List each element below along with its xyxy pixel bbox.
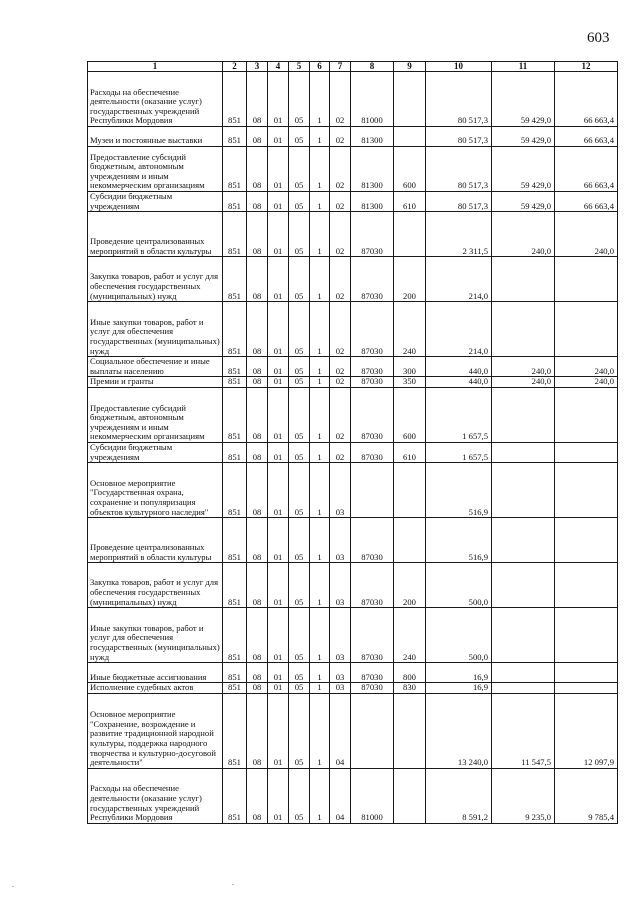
code-cell: 600 [394, 387, 426, 442]
column-header: 3 [247, 62, 268, 72]
amount-cell: 16,9 [426, 663, 492, 683]
code-cell: 851 [223, 442, 247, 462]
row-name-cell: Предоставление субсидий бюджетным, автономным учреждениям и иным некоммерческим организациям [88, 387, 223, 442]
code-cell: 851 [223, 127, 247, 147]
code-cell [394, 518, 426, 563]
amount-cell: 1 657,5 [426, 442, 492, 462]
code-cell: 240 [394, 608, 426, 663]
code-cell: 1 [310, 257, 330, 302]
amount-cell: 59 429,0 [492, 72, 555, 127]
code-cell: 08 [247, 302, 268, 357]
table-row [88, 387, 618, 442]
amount-cell [555, 442, 618, 462]
code-cell: 81300 [351, 127, 394, 147]
amount-cell: 80 517,3 [426, 147, 492, 192]
amount-cell [492, 302, 555, 357]
code-cell: 610 [394, 442, 426, 462]
amount-cell: 240,0 [555, 212, 618, 257]
code-cell: 350 [394, 377, 426, 388]
code-cell: 08 [247, 72, 268, 127]
code-cell: 01 [268, 768, 289, 823]
code-cell: 87030 [351, 518, 394, 563]
amount-cell: 80 517,3 [426, 127, 492, 147]
amount-cell [555, 302, 618, 357]
row-name-cell: Основное мероприятие "Сохранение, возрождение и развитие традиционной народной культуры, поддержка народного творчества и культурно-досуговой деятельности" [88, 693, 223, 768]
table-row [88, 768, 618, 823]
table-row [88, 212, 618, 257]
row-name-cell: Закупка товаров, работ и услуг для обеспечения государственных (муниципальных) нужд [88, 257, 223, 302]
column-header: 1 [88, 62, 223, 72]
amount-cell: 516,9 [426, 463, 492, 518]
amount-cell: 440,0 [426, 377, 492, 388]
code-cell: 87030 [351, 212, 394, 257]
code-cell: 200 [394, 257, 426, 302]
row-name-cell: Субсидии бюджетным учреждениям [88, 442, 223, 462]
code-cell: 05 [289, 257, 310, 302]
code-cell: 08 [247, 663, 268, 683]
amount-cell: 13 240,0 [426, 693, 492, 768]
code-cell: 05 [289, 518, 310, 563]
amount-cell [492, 463, 555, 518]
code-cell: 851 [223, 463, 247, 518]
amount-cell [492, 663, 555, 683]
code-cell: 1 [310, 693, 330, 768]
table-row [88, 147, 618, 192]
amount-cell [555, 608, 618, 663]
code-cell: 08 [247, 463, 268, 518]
code-cell: 01 [268, 127, 289, 147]
code-cell: 08 [247, 387, 268, 442]
code-cell: 87030 [351, 357, 394, 377]
scan-mark: . [232, 878, 234, 887]
amount-cell: 240,0 [555, 377, 618, 388]
code-cell: 87030 [351, 442, 394, 462]
code-cell: 1 [310, 72, 330, 127]
code-cell: 08 [247, 608, 268, 663]
amount-cell: 214,0 [426, 257, 492, 302]
code-cell: 05 [289, 357, 310, 377]
code-cell: 05 [289, 302, 310, 357]
amount-cell: 1 657,5 [426, 387, 492, 442]
code-cell [394, 127, 426, 147]
code-cell: 851 [223, 302, 247, 357]
amount-cell [555, 387, 618, 442]
column-header: 7 [330, 62, 351, 72]
amount-cell: 9 785,4 [555, 768, 618, 823]
code-cell: 01 [268, 302, 289, 357]
row-name-cell: Иные бюджетные ассигнования [88, 663, 223, 683]
amount-cell [492, 387, 555, 442]
amount-cell: 16,9 [426, 683, 492, 694]
code-cell: 851 [223, 72, 247, 127]
code-cell: 1 [310, 212, 330, 257]
code-cell: 87030 [351, 387, 394, 442]
code-cell: 02 [330, 192, 351, 212]
amount-cell: 66 663,4 [555, 192, 618, 212]
code-cell: 87030 [351, 257, 394, 302]
code-cell: 02 [330, 442, 351, 462]
amount-cell: 59 429,0 [492, 192, 555, 212]
code-cell: 1 [310, 127, 330, 147]
code-cell: 1 [310, 192, 330, 212]
code-cell: 02 [330, 377, 351, 388]
code-cell: 01 [268, 608, 289, 663]
code-cell: 02 [330, 212, 351, 257]
code-cell: 03 [330, 608, 351, 663]
code-cell: 02 [330, 72, 351, 127]
code-cell: 08 [247, 442, 268, 462]
code-cell: 851 [223, 608, 247, 663]
code-cell: 08 [247, 563, 268, 608]
column-header: 4 [268, 62, 289, 72]
code-cell: 01 [268, 387, 289, 442]
amount-cell: 66 663,4 [555, 127, 618, 147]
amount-cell: 11 547,5 [492, 693, 555, 768]
code-cell: 04 [330, 768, 351, 823]
amount-cell: 59 429,0 [492, 147, 555, 192]
table-row [88, 357, 618, 377]
amount-cell [555, 563, 618, 608]
code-cell: 851 [223, 257, 247, 302]
code-cell: 851 [223, 693, 247, 768]
amount-cell: 440,0 [426, 357, 492, 377]
code-cell: 87030 [351, 683, 394, 694]
code-cell: 08 [247, 257, 268, 302]
code-cell: 05 [289, 768, 310, 823]
amount-cell: 500,0 [426, 608, 492, 663]
row-name-cell: Субсидии бюджетным учреждениям [88, 192, 223, 212]
amount-cell: 2 311,5 [426, 212, 492, 257]
table-row [88, 608, 618, 663]
code-cell: 830 [394, 683, 426, 694]
row-name-cell: Исполнение судебных актов [88, 683, 223, 694]
code-cell: 851 [223, 377, 247, 388]
column-header: 12 [555, 62, 618, 72]
code-cell: 81000 [351, 768, 394, 823]
code-cell: 851 [223, 357, 247, 377]
code-cell: 1 [310, 147, 330, 192]
code-cell: 05 [289, 212, 310, 257]
code-cell: 1 [310, 518, 330, 563]
code-cell [394, 212, 426, 257]
code-cell: 851 [223, 518, 247, 563]
code-cell: 87030 [351, 302, 394, 357]
code-cell: 01 [268, 212, 289, 257]
code-cell: 02 [330, 302, 351, 357]
code-cell: 01 [268, 442, 289, 462]
code-cell: 01 [268, 357, 289, 377]
column-header: 2 [223, 62, 247, 72]
code-cell: 87030 [351, 663, 394, 683]
code-cell: 300 [394, 357, 426, 377]
code-cell: 05 [289, 693, 310, 768]
code-cell: 87030 [351, 563, 394, 608]
amount-cell [555, 463, 618, 518]
code-cell: 08 [247, 693, 268, 768]
code-cell: 08 [247, 377, 268, 388]
amount-cell [555, 257, 618, 302]
code-cell: 800 [394, 663, 426, 683]
amount-cell: 240,0 [492, 357, 555, 377]
code-cell: 01 [268, 683, 289, 694]
code-cell: 851 [223, 192, 247, 212]
row-name-cell: Музеи и постоянные выставки [88, 127, 223, 147]
code-cell: 05 [289, 463, 310, 518]
code-cell: 01 [268, 463, 289, 518]
amount-cell: 80 517,3 [426, 72, 492, 127]
code-cell: 05 [289, 608, 310, 663]
code-cell: 87030 [351, 608, 394, 663]
amount-cell [555, 518, 618, 563]
code-cell: 05 [289, 127, 310, 147]
row-name-cell: Основное мероприятие "Государственная охрана, сохранение и популяризация объектов культурного наследия" [88, 463, 223, 518]
table-row [88, 563, 618, 608]
column-header: 11 [492, 62, 555, 72]
scan-mark: . [12, 880, 14, 889]
code-cell: 08 [247, 147, 268, 192]
row-name-cell: Иные закупки товаров, работ и услуг для обеспечения государственных (муниципальных) нужд [88, 302, 223, 357]
code-cell: 01 [268, 377, 289, 388]
row-name-cell: Предоставление субсидий бюджетным, автономным учреждениям и иным некоммерческим организациям [88, 147, 223, 192]
amount-cell [555, 663, 618, 683]
amount-cell: 66 663,4 [555, 72, 618, 127]
code-cell: 01 [268, 518, 289, 563]
code-cell: 1 [310, 683, 330, 694]
code-cell: 08 [247, 127, 268, 147]
code-cell: 81300 [351, 192, 394, 212]
column-header: 10 [426, 62, 492, 72]
row-name-cell: Премии и гранты [88, 377, 223, 388]
code-cell: 851 [223, 387, 247, 442]
column-header: 5 [289, 62, 310, 72]
code-cell: 01 [268, 147, 289, 192]
code-cell: 03 [330, 663, 351, 683]
code-cell: 05 [289, 442, 310, 462]
code-cell: 851 [223, 683, 247, 694]
table-row [88, 463, 618, 518]
code-cell [394, 463, 426, 518]
code-cell: 01 [268, 563, 289, 608]
code-cell: 03 [330, 683, 351, 694]
code-cell: 08 [247, 683, 268, 694]
amount-cell [492, 683, 555, 694]
row-name-cell: Проведение централизованных мероприятий в области культуры [88, 212, 223, 257]
header-row [88, 62, 618, 72]
code-cell [394, 72, 426, 127]
amount-cell: 214,0 [426, 302, 492, 357]
code-cell: 851 [223, 663, 247, 683]
code-cell: 02 [330, 257, 351, 302]
code-cell: 01 [268, 257, 289, 302]
code-cell: 851 [223, 147, 247, 192]
amount-cell: 240,0 [555, 357, 618, 377]
row-name-cell: Расходы на обеспечение деятельности (оказание услуг) государственных учреждений Республики Мордовия [88, 72, 223, 127]
code-cell: 03 [330, 518, 351, 563]
table-row [88, 127, 618, 147]
row-name-cell: Расходы на обеспечение деятельности (оказание услуг) государственных учреждений Республики Мордовия [88, 768, 223, 823]
code-cell: 01 [268, 663, 289, 683]
table-row [88, 377, 618, 388]
code-cell: 02 [330, 357, 351, 377]
amount-cell: 8 591,2 [426, 768, 492, 823]
budget-table [87, 61, 618, 824]
code-cell: 05 [289, 387, 310, 442]
amount-cell [555, 683, 618, 694]
code-cell: 1 [310, 563, 330, 608]
table-row [88, 683, 618, 694]
code-cell: 81000 [351, 72, 394, 127]
amount-cell: 66 663,4 [555, 147, 618, 192]
code-cell: 240 [394, 302, 426, 357]
amount-cell: 9 235,0 [492, 768, 555, 823]
code-cell: 08 [247, 212, 268, 257]
code-cell: 03 [330, 563, 351, 608]
code-cell: 81300 [351, 147, 394, 192]
amount-cell [492, 442, 555, 462]
code-cell: 05 [289, 563, 310, 608]
code-cell: 1 [310, 377, 330, 388]
table-row [88, 518, 618, 563]
page-number: 603 [587, 30, 610, 46]
table-row [88, 693, 618, 768]
code-cell: 1 [310, 387, 330, 442]
code-cell: 03 [330, 463, 351, 518]
code-cell: 851 [223, 212, 247, 257]
code-cell [394, 768, 426, 823]
code-cell: 1 [310, 357, 330, 377]
amount-cell: 516,9 [426, 518, 492, 563]
row-name-cell: Проведение централизованных мероприятий в области культуры [88, 518, 223, 563]
row-name-cell: Иные закупки товаров, работ и услуг для обеспечения государственных (муниципальных) нужд [88, 608, 223, 663]
code-cell: 05 [289, 663, 310, 683]
column-header: 8 [351, 62, 394, 72]
code-cell: 05 [289, 192, 310, 212]
amount-cell: 59 429,0 [492, 127, 555, 147]
code-cell: 05 [289, 377, 310, 388]
amount-cell [492, 257, 555, 302]
amount-cell [492, 518, 555, 563]
code-cell: 610 [394, 192, 426, 212]
code-cell: 01 [268, 72, 289, 127]
code-cell: 1 [310, 663, 330, 683]
code-cell: 01 [268, 192, 289, 212]
code-cell: 1 [310, 463, 330, 518]
column-header: 6 [310, 62, 330, 72]
code-cell: 08 [247, 518, 268, 563]
amount-cell: 240,0 [492, 212, 555, 257]
amount-cell [492, 563, 555, 608]
table-body [88, 72, 618, 824]
table-row [88, 192, 618, 212]
code-cell: 05 [289, 683, 310, 694]
code-cell [351, 463, 394, 518]
code-cell: 87030 [351, 377, 394, 388]
code-cell: 08 [247, 357, 268, 377]
column-header: 9 [394, 62, 426, 72]
code-cell: 851 [223, 768, 247, 823]
code-cell: 05 [289, 72, 310, 127]
amount-cell: 80 517,3 [426, 192, 492, 212]
table-row [88, 663, 618, 683]
row-name-cell: Социальное обеспечение и иные выплаты населению [88, 357, 223, 377]
code-cell: 04 [330, 693, 351, 768]
code-cell: 08 [247, 192, 268, 212]
code-cell [351, 693, 394, 768]
code-cell [394, 693, 426, 768]
amount-cell: 240,0 [492, 377, 555, 388]
code-cell: 1 [310, 768, 330, 823]
code-cell: 02 [330, 387, 351, 442]
code-cell: 02 [330, 147, 351, 192]
code-cell: 01 [268, 693, 289, 768]
code-cell: 05 [289, 147, 310, 192]
amount-cell: 12 097,9 [555, 693, 618, 768]
row-name-cell: Закупка товаров, работ и услуг для обеспечения государственных (муниципальных) нужд [88, 563, 223, 608]
table-row [88, 257, 618, 302]
table-row [88, 72, 618, 127]
amount-cell: 500,0 [426, 563, 492, 608]
table-row [88, 442, 618, 462]
amount-cell [492, 608, 555, 663]
code-cell: 200 [394, 563, 426, 608]
code-cell: 851 [223, 563, 247, 608]
code-cell: 600 [394, 147, 426, 192]
code-cell: 02 [330, 127, 351, 147]
code-cell: 1 [310, 442, 330, 462]
table-row [88, 302, 618, 357]
code-cell: 1 [310, 608, 330, 663]
code-cell: 1 [310, 302, 330, 357]
code-cell: 08 [247, 768, 268, 823]
